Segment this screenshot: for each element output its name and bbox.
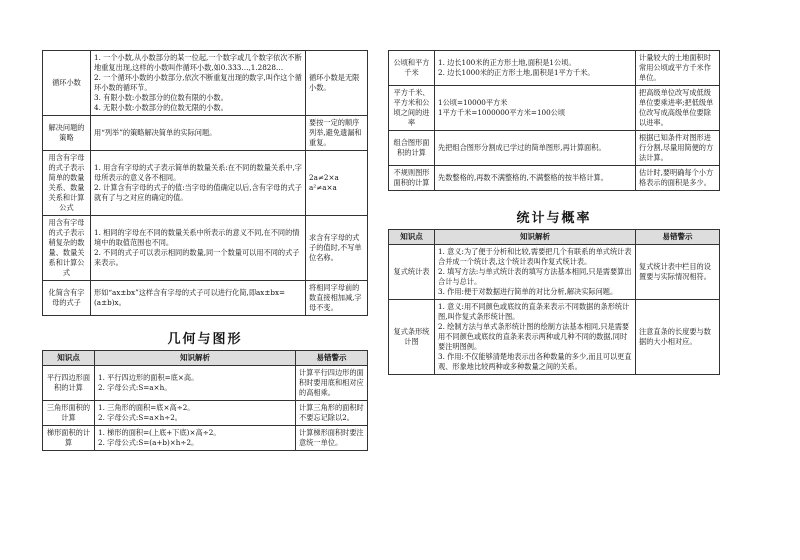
knowledge-point: 不规则图形面积的计算 — [389, 166, 435, 191]
table-row — [43, 401, 368, 426]
knowledge-point: 梯形面积的计算 — [43, 426, 95, 451]
knowledge-analysis — [435, 86, 636, 131]
knowledge-point: 三角形面积的计算 — [43, 401, 95, 426]
table-row — [389, 131, 720, 166]
table-row — [43, 116, 368, 151]
analysis-line: 2. 字母公式:S=a×h÷2。 — [98, 413, 182, 422]
table-row — [43, 366, 368, 401]
knowledge-analysis — [95, 366, 296, 401]
knowledge-analysis — [91, 116, 306, 151]
table-row — [389, 245, 720, 300]
analysis-line: 1. 梯形的面积=(上底+下底)×高÷2。 — [98, 428, 221, 437]
knowledge-analysis — [95, 401, 296, 426]
analysis-line: 先数整格的,再数不满整格的,不满整格的按半格计算。 — [438, 173, 608, 182]
column-header: 易错警示 — [296, 351, 368, 366]
knowledge-point: 平方千米、平方米和公顷之间的进率 — [389, 86, 435, 131]
analysis-line: 2. 边长1000米的正方形土地,面积是1平方千米。 — [438, 68, 595, 77]
statistics-table — [388, 229, 720, 375]
column-header: 知识点 — [389, 230, 435, 245]
error-warning: 复式统计表中栏目的设置要与实际情况相符。 — [636, 245, 720, 300]
knowledge-analysis — [91, 151, 306, 216]
analysis-line: 1. 用含有字母的式子表示简单的数量关系:在不同的数量关系中,字母所表示的意义各不相同。 — [94, 163, 302, 182]
error-warning: 根据已知条件对图形进行分割,尽量用简便的方法计算。 — [636, 131, 720, 166]
analysis-line: 2. 绘制方法与单式条形统计图的绘制方法基本相同,只是需要用不同颜色或底纹的直条来表示两种或几种不同的数据,同时要注明图例。 — [438, 322, 630, 351]
knowledge-analysis — [435, 131, 636, 166]
knowledge-analysis — [435, 245, 636, 300]
table-row — [43, 426, 368, 451]
error-warning: 求含有字母的式子的值时,不写单位名称。 — [306, 216, 368, 281]
right-column — [388, 50, 720, 375]
section-title: 几何与图形 — [167, 331, 243, 347]
knowledge-analysis — [435, 166, 636, 191]
analysis-line: 3. 作用:便于对数据进行简单的对比分析,解决实际问题。 — [438, 287, 618, 296]
analysis-line: 2. 不同的式子可以表示相同的数量,同一个数量可以用不同的式子来表示。 — [94, 248, 300, 267]
knowledge-analysis — [435, 51, 636, 86]
analysis-line: 2. 字母公式:S=a×h。 — [98, 383, 172, 392]
error-warning: 注意直条的长度要与数据的大小相对应。 — [636, 300, 720, 375]
column-header: 知识点 — [43, 351, 95, 366]
knowledge-analysis — [91, 281, 306, 316]
geometry-table — [42, 350, 368, 451]
analysis-line: 2. 字母公式:S=(a+b)×h÷2。 — [98, 438, 199, 447]
column-header: 易错警示 — [636, 230, 720, 245]
error-warning: 计算梯形面积时要注意统一单位。 — [296, 426, 368, 451]
knowledge-analysis — [91, 216, 306, 281]
left-top-table — [42, 50, 368, 316]
analysis-line: 用“列举”的策略解决简单的实际问题。 — [94, 128, 217, 137]
table-row — [43, 151, 368, 216]
analysis-line: 1. 一个小数,从小数部分的某一位起,一个数字或几个数字依次不断地重复出现,这样的小数叫作循环小数,如0.333…,1.2828… — [94, 53, 302, 72]
analysis-line: 1. 三角形的面积=底×高÷2。 — [98, 403, 195, 412]
knowledge-point: 用含有字母的式子表示稍复杂的数量、数量关系和计算公式 — [43, 216, 91, 281]
analysis-line: 1. 边长100米的正方形土地,面积是1公顷。 — [438, 58, 576, 67]
section-statistics — [388, 203, 720, 229]
section-title: 统计与概率 — [516, 210, 592, 226]
analysis-line: 2. 填写方法:与单式统计表的填写方法基本相同,只是需要算出合计与总计。 — [438, 267, 632, 286]
table-row — [43, 216, 368, 281]
knowledge-point: 公顷和平方千米 — [389, 51, 435, 86]
table-row — [389, 166, 720, 191]
error-warning: 要按一定的顺序列举,避免遗漏和重复。 — [306, 116, 368, 151]
error-warning: 将相同字母前的数直接相加减,字母不变。 — [306, 281, 368, 316]
analysis-line: 1平方千米=1000000平方米=100公顷 — [438, 108, 566, 117]
knowledge-analysis — [91, 51, 306, 116]
error-warning: 2a≠2×a a²≠a×a — [306, 151, 368, 216]
knowledge-point: 解决问题的策略 — [43, 116, 91, 151]
column-header: 知识解析 — [95, 351, 296, 366]
analysis-line: 先把组合图形分割成已学过的简单图形,再计算面积。 — [438, 143, 606, 152]
knowledge-analysis — [435, 300, 636, 375]
analysis-line: 1公顷=10000平方米 — [438, 98, 508, 107]
error-warning: 计量较大的土地面积时常用公顷或平方千米作单位。 — [636, 51, 720, 86]
analysis-line: 3. 作用:不仅能够清楚地表示出各种数量的多少,而且可以更直观、形象地比较两种或多种数量之间的关系。 — [438, 352, 632, 371]
analysis-line: 4. 无限小数:小数部分的位数无限的小数。 — [94, 103, 228, 112]
knowledge-analysis — [95, 426, 296, 451]
analysis-line: 2. 一个循环小数的小数部分,依次不断重复出现的数字,叫作这个循环小数的循环节。 — [94, 73, 302, 92]
analysis-line: 3. 有限小数:小数部分的位数有限的小数。 — [94, 93, 228, 102]
analysis-line: 1. 相同的字母在不同的数量关系中所表示的意义不同,在不同的情境中的取值范围也不同。 — [94, 228, 300, 247]
column-header: 知识解析 — [435, 230, 636, 245]
error-warning: 估计时,要明确每个小方格表示的面积是多少。 — [636, 166, 720, 191]
table-row — [389, 51, 720, 86]
analysis-line: 形如“ax±bx”这样含有字母的式子可以进行化简,即ax±bx=(a±b)x。 — [94, 288, 286, 307]
right-top-table — [388, 50, 720, 191]
knowledge-point: 复式统计表 — [389, 245, 435, 300]
analysis-line: 1. 平行四边形的面积=底×高。 — [98, 373, 199, 382]
error-warning: 计算三角形的面积时不要忘记除以2。 — [296, 401, 368, 426]
analysis-line: 2. 计算含有字母的式子的值:当字母的值确定以后,含有字母的式子就有了与之对应的确定的值。 — [94, 183, 302, 202]
knowledge-point: 复式条形统计图 — [389, 300, 435, 375]
left-column — [42, 50, 368, 451]
knowledge-point: 组合图形面积的计算 — [389, 131, 435, 166]
table-row — [389, 300, 720, 375]
knowledge-point: 循环小数 — [43, 51, 91, 116]
error-warning: 循环小数是无限小数。 — [306, 51, 368, 116]
table-row — [43, 281, 368, 316]
error-warning: 把高级单位改写成低级单位要乘进率;把低级单位改写成高级单位要除以进率。 — [636, 86, 720, 131]
table-row — [43, 51, 368, 116]
knowledge-point: 平行四边形面积的计算 — [43, 366, 95, 401]
knowledge-point: 用含有字母的式子表示简单的数量关系、数量关系和计算公式 — [43, 151, 91, 216]
section-geometry — [42, 324, 368, 350]
knowledge-point: 化简含有字母的式子 — [43, 281, 91, 316]
analysis-line: 1. 意义:用不同颜色或底纹的直条来表示不同数据的条形统计图,叫作复式条形统计图。 — [438, 302, 630, 321]
table-row — [389, 86, 720, 131]
error-warning: 计算平行四边形的面积时要用底和相对应的高相乘。 — [296, 366, 368, 401]
analysis-line: 1. 意义:为了便于分析和比较,需要把几个有联系的单式统计表合并成一个统计表,这个统计表叫作复式统计表。 — [438, 247, 632, 266]
